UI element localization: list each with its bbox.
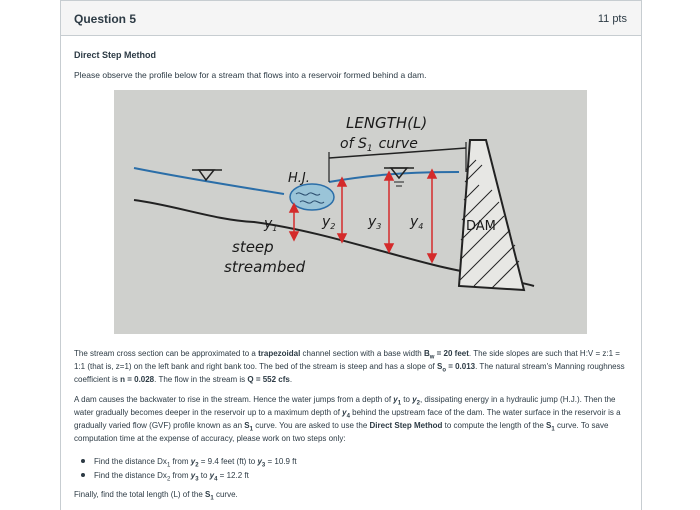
task-item-1: Find the distance $Dx_1$ from $y_2 = 9.4$ feet (ft) to $y_3 = 10.9$ ft: [75, 455, 297, 469]
hydraulic-jump-shape: [290, 184, 334, 210]
profile-figure: [114, 90, 587, 334]
length-label-line1: LENGTH(L): [346, 114, 428, 132]
question-points: 11 pts: [597, 13, 627, 25]
section-title: Direct Step Method: [74, 50, 157, 60]
steep-label: steep: [232, 238, 274, 256]
profile-drawing: [114, 90, 587, 334]
dam-label: DAM: [466, 219, 496, 234]
final-instruction: Finally, find the total length (L) of the $S_1$ curve.: [74, 490, 238, 502]
cross-section-paragraph: The stream cross section can be approximated to a trapezoidal channel section with a base width $B_w = 20$ feet. The side slopes are such that H:V = z:1 = 1:1 (that is, z=1) on the left bank and right bank too. The bed of the stream is steep and has a slope of $S_o = 0.013$. The natural stream's Manning roughness coefficient is n = 0.028. The flow in the stream is Q = 552 cfs.: [74, 349, 625, 384]
question-card: [60, 0, 642, 510]
y1-label: $y_1$: [264, 216, 278, 233]
task-list: [75, 455, 297, 483]
hj-label: H.J.: [288, 171, 310, 186]
question-title: Question 5: [74, 12, 137, 26]
length-label-line2: of $S_1$ curve: [340, 136, 418, 154]
intro-text: Please observe the profile below for a stream that flows into a reservoir formed behind a dam.: [74, 70, 427, 80]
task-item-2: Find the distance $Dx_2$ from $y_3$ to $y_4 = 12.2$ ft: [75, 469, 297, 483]
streambed-label: streambed: [224, 258, 306, 276]
upstream-water-surface: [134, 168, 284, 194]
y2-label: $y_2$: [322, 214, 336, 231]
y4-label: $y_4$: [410, 214, 424, 231]
backwater-paragraph: A dam causes the backwater to rise in the stream. Hence the water jumps from a depth of $y_1$ to $y_2$, dissipating energy in a hydraulic jump (H.J.). Then the water gradually becomes deeper in the reservoir up to a maximum depth of $y_4$ behind the upstream face of the dam. The water surface in the reservoir is a gradually varied flow (GVF) profile known as an $S_1$ curve. You are asked to use the Direct Step Method to compute the length of the $S_1$ curve. To save computation time at the expense of accuracy, please work on two steps only:: [74, 395, 621, 443]
question-header: [61, 0, 641, 36]
y3-label: $y_3$: [368, 214, 382, 231]
dam-structure: [459, 140, 524, 290]
